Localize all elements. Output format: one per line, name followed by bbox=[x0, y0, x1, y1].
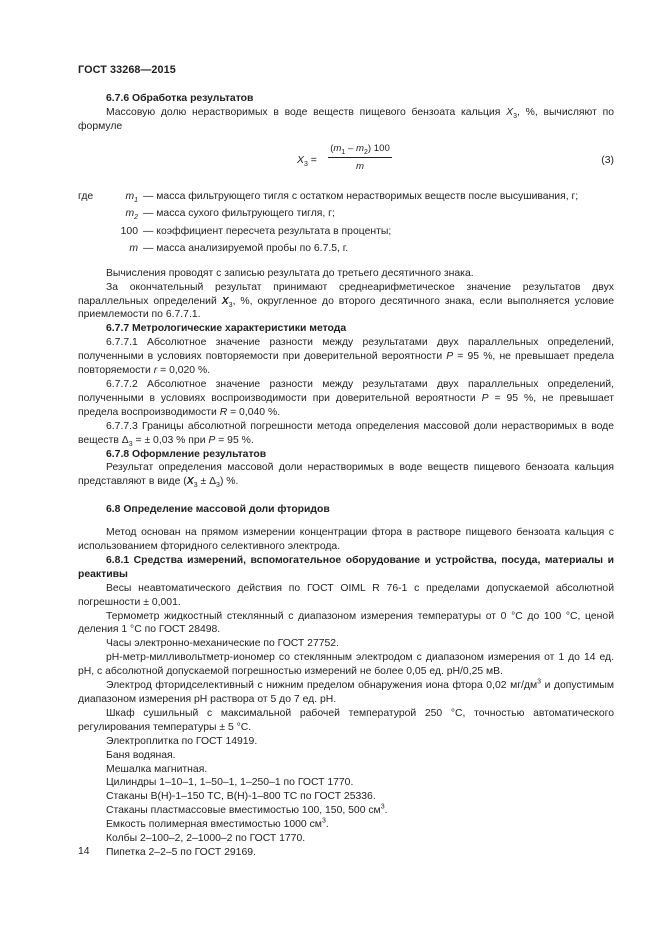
equation-number: (3) bbox=[601, 154, 614, 166]
definition-row: $m_2$ — масса сухого фильтрующего тигля, г; bbox=[125, 208, 335, 222]
equipment-item: Пипетка 2–2–5 по ГОСТ 29169. bbox=[106, 846, 256, 858]
definition-row: m — масса анализируемой пробы по 6.7.5, г. bbox=[129, 243, 349, 255]
equipment-item: Цилиндры 1–10–1, 1–50–1, 1–250–1 по ГОСТ 1770. bbox=[106, 777, 354, 789]
document-header: ГОСТ 33268—2015 bbox=[78, 64, 176, 76]
formula-fraction bbox=[328, 142, 392, 174]
formula-definitions bbox=[78, 188, 614, 258]
section-heading-6-7-7: 6.7.7 Метрологические характеристики метода bbox=[106, 323, 347, 335]
page-content bbox=[78, 92, 614, 860]
paragraph-6-7-7-1: 6.7.7.1 Абсолютное значение разности между результатами двух параллельных определений, полученными в условиях повторяемости при доверительной вероятности P = 95 %, не превышает предела повторяемости r = 0,020 %. bbox=[78, 337, 614, 377]
paragraph-6-7-7-3: 6.7.7.3 Границы абсолютной погрешности метода определения массовой доли нерастворимых в воде веществ $\Delta_3$ = ± 0,03 % при P = 95 %. bbox=[78, 420, 614, 448]
section-heading-6-8-1: 6.8.1 Средства измерений, вспомогательное оборудование и устройства, посуда, материалы и реактивы bbox=[78, 554, 614, 580]
equipment-item: Емкость полимерная вместимостью 1000 $см^3$. bbox=[106, 817, 329, 831]
section-heading-6-7-6: 6.7.6 Обработка результатов bbox=[106, 93, 254, 104]
page-number: 14 bbox=[78, 846, 90, 857]
equipment-item: Электроплитка по ГОСТ 14919. bbox=[106, 735, 258, 747]
formula-numerator: $(m_1 - m_2)$ 100 bbox=[328, 142, 392, 158]
formula-denominator: m bbox=[356, 160, 364, 172]
formula-intro: Массовую долю нерастворимых в воде веществ пищевого бензоата кальция $X_3$, %, вычисляют по формуле bbox=[78, 106, 614, 132]
final-result-paragraph: За окончательный результат принимают среднеарифметическое значение результатов двух параллельных определений $X_3$, %, округленное до второго десятичного знака, если выполняется условие приемлемости по 6.7.7.1. bbox=[78, 281, 615, 321]
equipment-item: Колбы 2–100–2, 2–1000–2 по ГОСТ 1770. bbox=[106, 833, 306, 845]
paragraph-6-7-7-2: 6.7.7.2 Абсолютное значение разности между результатами двух параллельных определений, полученными в условиях воспроизводимости при доверительной вероятности P = 95 %, не превышает предела воспроизводимости R = 0,040 %. bbox=[78, 378, 614, 418]
formula-lhs: $X_3$ = bbox=[297, 154, 317, 168]
section-heading-6-7-8: 6.7.8 Оформление результатов bbox=[106, 448, 267, 460]
definition-row: 100 — коэффициент пересчета результата в проценты; bbox=[120, 225, 392, 237]
equipment-item: Часы электронно-механические по ГОСТ 27752. bbox=[106, 638, 339, 650]
equipment-item: pH-метр-милливольтметр-иономер со стеклянным электродом с диапазоном измерения от 1 до 14 ед. pH, с абсолютной допускаемой погрешностью измерений не более 0,05 ед. pH/0,25 мВ. bbox=[78, 652, 614, 678]
definition-row: где $m_1$ — масса фильтрующего тигля с остатком нерастворимых веществ после высушивания, г; bbox=[78, 190, 579, 204]
equipment-item: Электрод фторидселективный с нижним пределом обнаружения иона фтора 0,02 $мг/дм^3$ и допустимым диапазоном измерения pH раствора от 5 до 7 ед. pH. bbox=[78, 678, 614, 705]
equipment-item: Весы неавтоматического действия по ГОСТ OIML R 76-1 с пределами допускаемой абсолютной погрешности ± 0,001. bbox=[78, 582, 614, 608]
paragraph-6-7-8: Результат определения массовой доли нерастворимых в воде веществ пищевого бензоата кальция представляют в виде $(X_3 \pm \Delta_3)$ %. bbox=[78, 462, 614, 490]
formula-3 bbox=[78, 142, 614, 182]
calc-note: Вычисления проводят с записью результата до третьего десятичного знака. bbox=[106, 267, 474, 279]
method-intro: Метод основан на прямом измерении концентрации фтора в растворе пищевого бензоата кальция с использованием фторидного селективного электрода. bbox=[78, 527, 614, 553]
equipment-item: Стаканы пластмассовые вместимостью 100, 150, 500 $см^3$. bbox=[106, 803, 388, 817]
equipment-item: Баня водяная. bbox=[106, 749, 176, 761]
equipment-item: Стаканы В(Н)-1–150 ТС, В(Н)-1–800 ТС по ГОСТ 25336. bbox=[106, 791, 376, 803]
section-heading-6-8: 6.8 Определение массовой доли фторидов bbox=[106, 504, 330, 516]
equipment-item: Шкаф сушильный с максимальной рабочей температурой 250 °С, точностью автоматического регулирования температуры ± 5 °С. bbox=[78, 707, 614, 733]
equipment-item: Мешалка магнитная. bbox=[106, 763, 208, 775]
equipment-item: Термометр жидкостный стеклянный с диапазоном измерения температуры от 0 °С до 100 °С, ценой деления 1 °С по ГОСТ 28498. bbox=[78, 610, 614, 636]
